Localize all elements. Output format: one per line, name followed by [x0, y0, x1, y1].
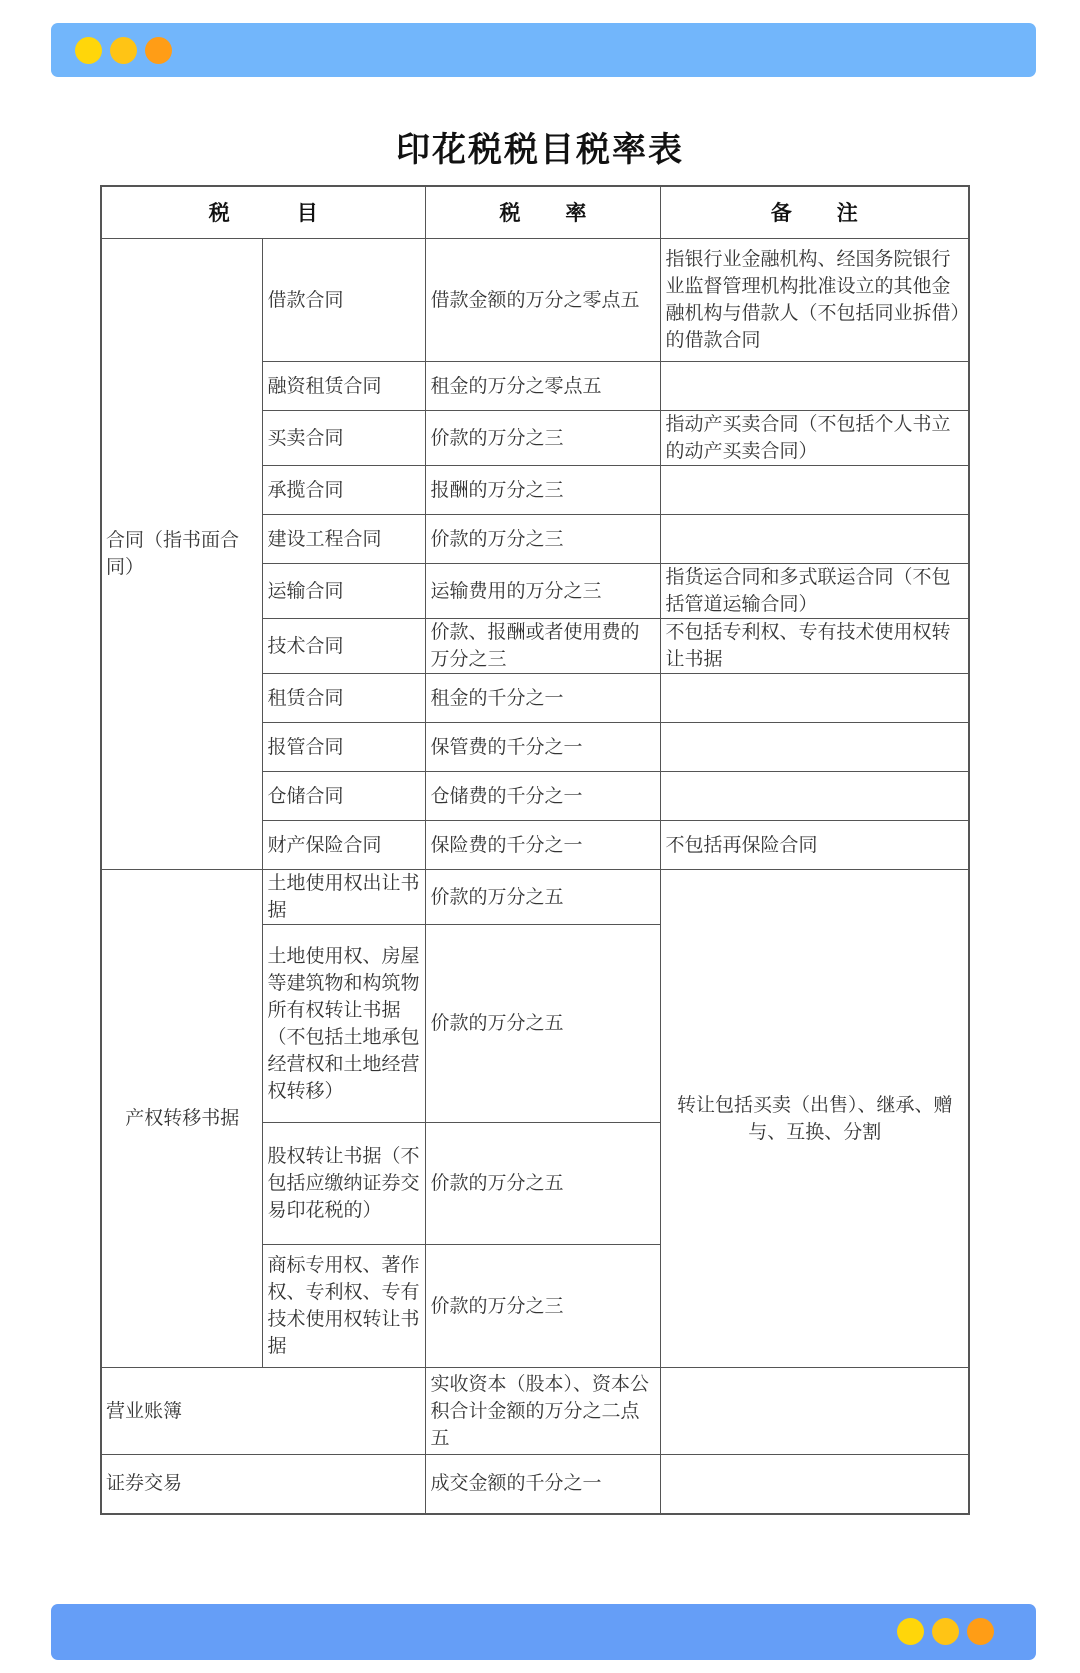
remark-cell — [661, 362, 969, 411]
tax-item-cell: 财产保险合同 — [263, 821, 426, 870]
page-title: 印花税税目税率表 — [396, 130, 684, 170]
tax-rate-cell: 价款的万分之三 — [426, 515, 661, 564]
tax-item-cell: 运输合同 — [263, 564, 426, 619]
tax-item-cell: 融资租赁合同 — [263, 362, 426, 411]
tax-rate-cell: 借款金额的万分之零点五 — [426, 239, 661, 362]
tax-item-cell: 技术合同 — [263, 619, 426, 674]
table-row — [101, 239, 969, 362]
tax-rate-cell: 报酬的万分之三 — [426, 466, 661, 515]
group-label-contract: 合同（指书面合同） — [101, 239, 263, 870]
tax-rate-cell: 运输费用的万分之三 — [426, 564, 661, 619]
orange-dot-icon — [145, 37, 172, 64]
tax-item-cell: 营业账簿 — [101, 1368, 426, 1455]
remark-cell — [661, 1368, 969, 1455]
remark-cell: 指动产买卖合同（不包括个人书立的动产买卖合同） — [661, 411, 969, 466]
column-header-rate: 税 率 — [426, 186, 661, 239]
tax-rate-cell: 价款的万分之五 — [426, 1123, 661, 1245]
tax-item-cell: 承揽合同 — [263, 466, 426, 515]
tax-rate-table — [100, 185, 970, 1515]
tax-rate-cell: 价款、报酬或者使用费的万分之三 — [426, 619, 661, 674]
tax-item-cell: 商标专用权、著作权、专利权、专有技术使用权转让书据 — [263, 1245, 426, 1368]
yellow-dot-icon — [897, 1618, 924, 1645]
table-row — [101, 1368, 969, 1455]
tax-item-cell: 土地使用权出让书据 — [263, 870, 426, 925]
column-header-remark: 备 注 — [661, 186, 969, 239]
tax-rate-cell: 租金的万分之零点五 — [426, 362, 661, 411]
tax-item-cell: 借款合同 — [263, 239, 426, 362]
amber-dot-icon — [110, 37, 137, 64]
remark-cell — [661, 515, 969, 564]
remark-cell: 指货运合同和多式联运合同（不包括管道运输合同） — [661, 564, 969, 619]
remark-cell — [661, 772, 969, 821]
table-header-row — [101, 186, 969, 239]
tax-item-cell: 证券交易 — [101, 1455, 426, 1514]
tax-rate-cell: 租金的千分之一 — [426, 674, 661, 723]
tax-rate-cell: 价款的万分之三 — [426, 1245, 661, 1368]
tax-rate-cell: 成交金额的千分之一 — [426, 1455, 661, 1514]
tax-item-cell: 土地使用权、房屋等建筑物和构筑物所有权转让书据（不包括土地承包经营权和土地经营权转移） — [263, 925, 426, 1123]
tax-rate-cell: 仓储费的千分之一 — [426, 772, 661, 821]
remark-cell — [661, 723, 969, 772]
column-header-item: 税 目 — [101, 186, 426, 239]
remark-cell: 指银行业金融机构、经国务院银行业监督管理机构批准设立的其他金融机构与借款人（不包括同业拆借）的借款合同 — [661, 239, 969, 362]
header-bar — [51, 23, 1036, 77]
yellow-dot-icon — [75, 37, 102, 64]
remark-cell — [661, 674, 969, 723]
remark-cell: 不包括专利权、专有技术使用权转让书据 — [661, 619, 969, 674]
remark-cell — [661, 1455, 969, 1514]
tax-item-cell: 仓储合同 — [263, 772, 426, 821]
tax-item-cell: 股权转让书据（不包括应缴纳证券交易印花税的） — [263, 1123, 426, 1245]
tax-item-cell: 买卖合同 — [263, 411, 426, 466]
group-label-property: 产权转移书据 — [101, 870, 263, 1368]
remark-cell — [661, 466, 969, 515]
tax-item-cell: 报管合同 — [263, 723, 426, 772]
footer-bar — [51, 1604, 1036, 1660]
tax-rate-cell: 价款的万分之五 — [426, 870, 661, 925]
orange-dot-icon — [967, 1618, 994, 1645]
tax-rate-cell: 价款的万分之三 — [426, 411, 661, 466]
tax-rate-cell: 价款的万分之五 — [426, 925, 661, 1123]
tax-rate-cell: 保管费的千分之一 — [426, 723, 661, 772]
tax-rate-cell: 实收资本（股本）、资本公积合计金额的万分之二点五 — [426, 1368, 661, 1455]
remark-cell-property: 转让包括买卖（出售）、继承、赠与、互换、分割 — [661, 870, 969, 1368]
table-row — [101, 870, 969, 925]
tax-rate-cell: 保险费的千分之一 — [426, 821, 661, 870]
table-row — [101, 1455, 969, 1514]
tax-item-cell: 租赁合同 — [263, 674, 426, 723]
amber-dot-icon — [932, 1618, 959, 1645]
remark-cell: 不包括再保险合同 — [661, 821, 969, 870]
tax-item-cell: 建设工程合同 — [263, 515, 426, 564]
